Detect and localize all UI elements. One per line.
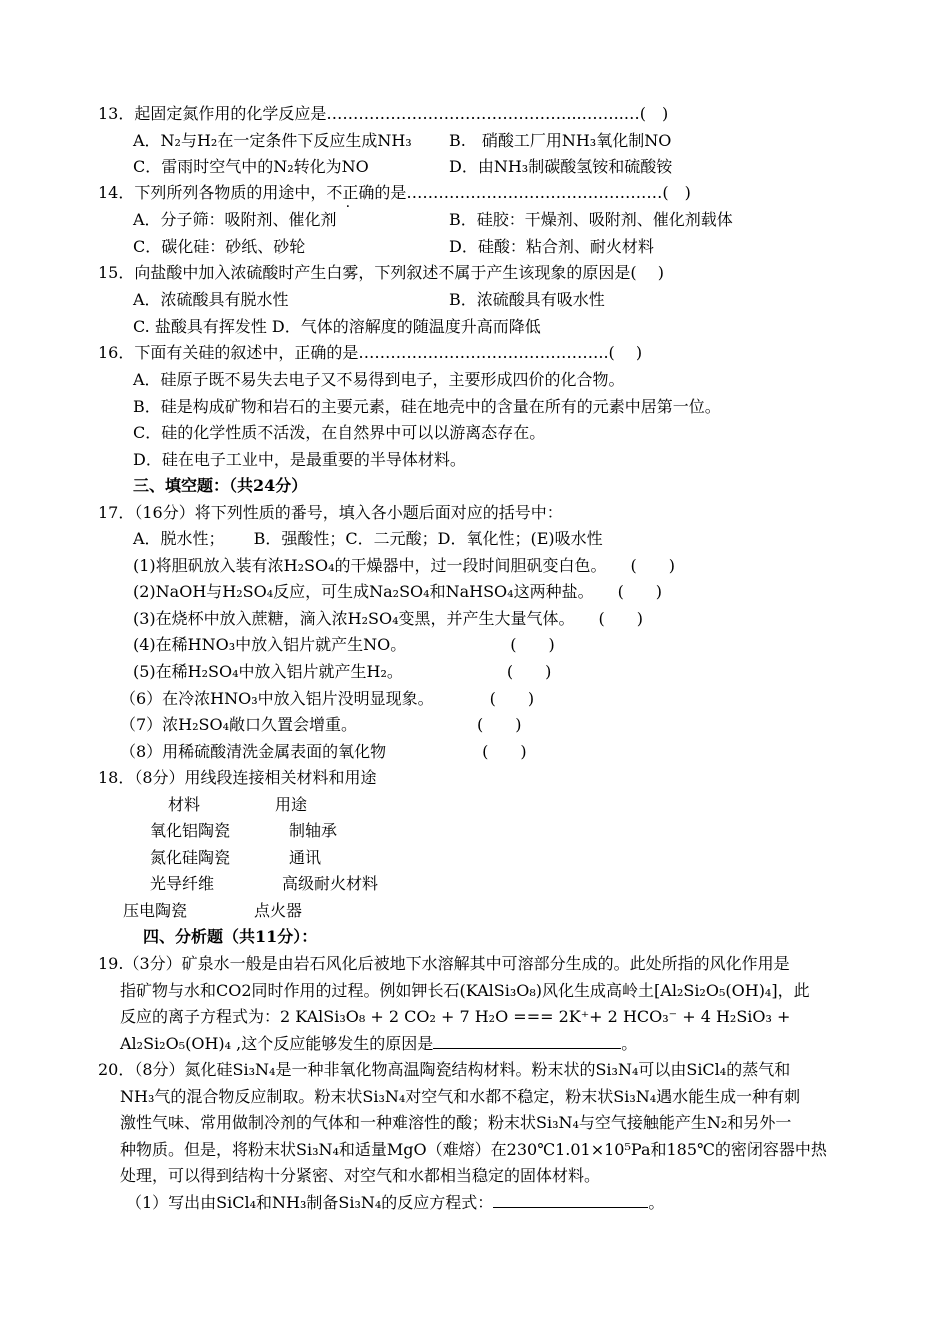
q18-material-3: 光导纤维 [150,874,215,893]
q14-stem-pre: 14．下列所列各物质的用途中， [98,183,327,202]
q19-line-2: 指矿物与水和CO2同时作用的过程。例如钾长石(KAlSi₃O₈)风化生成高岭土[Al₂Si₂O₅(OH)₄]，此 [120,981,810,1000]
q17-item-3: (3)在烧杯中放入蔗糖，滴入浓H₂SO₄变黑，并产生大量气体。 ( ) [133,609,644,628]
q19-line-4-text: Al₂Si₂O₅(OH)₄ ,这个反应能够发生的原因是 [120,1034,434,1053]
q17-item-1: (1)将胆矾放入装有浓H₂SO₄的干燥器中，过一段时间胆矾变白色。 ( ) [133,556,676,575]
q16-option-a: A．硅原子既不易失去电子又不易得到电子，主要形成四价的化合物。 [133,370,625,389]
q17-item-4: (4)在稀HNO₃中放入铝片就产生NO。 ( ) [133,635,555,654]
q15-stem: 15．向盐酸中加入浓硫酸时产生白雾，下列叙述不属于产生该现象的原因是( ) [98,263,664,282]
section-3-title: 三、填空题：（共24分） [133,476,308,495]
q14-option-a: A．分子筛：吸附剂、催化剂 [133,210,337,229]
q18-header-material: 材料 [168,795,201,814]
q16-stem: 16．下面有关硅的叙述中，正确的是………………………………………..( ) [98,343,643,362]
q15-option-cd: C. 盐酸具有挥发性 D．气体的溶解度的随温度升高而降低 [133,317,541,336]
q17-stem: 17．（16分）将下列性质的番号，填入各小题后面对应的括号中： [98,503,563,522]
section-4-title: 四、分析题（共11分）： [143,927,318,946]
q15-option-a: A．浓硫酸具有脱水性 [133,290,289,309]
q17-options: A．脱水性； B．强酸性；C．二元酸；D．氧化性；(E)吸水性 [133,529,603,548]
q18-stem: 18．（8分）用线段连接相关材料和用途 [98,768,377,787]
q13-stem: 13．起固定氮作用的化学反应是………………………………………...……..…( ) [98,104,669,123]
q18-use-4: 点火器 [254,901,303,920]
q20-sub-1-text: （1）写出由SiCl₄和NH₃制备Si₃N₄的反应方程式： [126,1193,494,1212]
q16-option-b: B．硅是构成矿物和岩石的主要元素，硅在地壳中的含量在所有的元素中居第一位。 [133,397,721,416]
q20-line-2: NH₃气的混合物反应制取。粉末状Si₃N₄对空气和水都不稳定，粉末状Si₃N₄遇水能生成一种有刺 [120,1087,801,1106]
q13-option-d: D．由NH₃制碳酸氢铵和硫酸铵 [449,157,673,176]
q16-option-d: D．硅在电子工业中，是最重要的半导体材料。 [133,450,466,469]
q20-line-1: 20．（8分）氮化硅Si₃N₄是一种非氧化物高温陶瓷结构材料。粉末状的Si₃N₄可以由SiCl₄的蒸气和 [98,1060,791,1079]
q14-stem-post: 的是…………………………………………( ) [374,183,691,202]
q20-line-3: 激性气味、常用做制冷剂的气体和一种难溶性的酸；粉末状Si₃N₄与空气接触能产生N₂和另外一 [120,1113,792,1132]
q15-option-b: B．浓硫酸具有吸水性 [449,290,605,309]
q19-line-4 [120,1034,637,1054]
q20-line-5: 处理，可以得到结构十分紧密、对空气和水都相当稳定的固体材料。 [120,1166,601,1185]
q17-item-2: (2)NaOH与H₂SO₄反应，可生成Na₂SO₄和NaHSO₄这两种盐。 ( ) [133,582,663,601]
q18-material-4: 压电陶瓷 [123,901,188,920]
q14-stem-emphasis: 不正确 [326,183,375,202]
q14-option-d: D．硅酸：粘合剂、耐火材料 [449,237,654,256]
q17-item-5: (5)在稀H₂SO₄中放入铝片就产生H₂。 ( ) [133,662,552,681]
q19-line-4-end: 。 [621,1034,638,1053]
q20-line-4: 种物质。但是，将粉末状Si₃N₄和适量MgO（难熔）在230℃1.01×10⁵Pa和185℃的密闭容器中热 [120,1140,827,1159]
q20-sub-1 [126,1193,664,1213]
q18-use-3: 高级耐火材料 [282,874,379,893]
q20-answer-blank[interactable] [493,1193,648,1208]
q14-option-c: C．碳化硅：砂纸、砂轮 [133,237,306,256]
q18-use-2: 通讯 [289,848,322,867]
q18-material-1: 氧化铝陶瓷 [150,821,231,840]
q13-option-a: A．N₂与H₂在一定条件下反应生成NH₃ [133,131,412,150]
q17-item-7: （7）浓H₂SO₄敞口久置会增重。 ( ) [120,715,522,734]
q17-item-8: （8）用稀硫酸清洗金属表面的氧化物 ( ) [120,742,527,761]
q19-answer-blank[interactable] [433,1034,621,1049]
q19-line-1: 19.（3分）矿泉水一般是由岩石风化后被地下水溶解其中可溶部分生成的。此处所指的风化作用是 [98,954,790,973]
q20-sub-1-end: 。 [648,1193,665,1212]
q14-option-b: B．硅胶：干燥剂、吸附剂、催化剂载体 [449,210,733,229]
q18-material-2: 氮化硅陶瓷 [150,848,231,867]
q13-option-c: C．雷雨时空气中的N₂转化为NO [133,157,369,176]
q19-line-3: 反应的离子方程式为：2 KAlSi₃O₈ + 2 CO₂ + 7 H₂O === 2K⁺+ 2 HCO₃⁻ + 4 H₂SiO₃ + [120,1007,791,1026]
q14-stem [98,183,691,203]
q17-item-6: （6）在冷浓HNO₃中放入铝片没明显现象。 ( ) [120,689,535,708]
q18-use-1: 制轴承 [289,821,338,840]
q13-option-b: B. 硝酸工厂用NH₃氧化制NO [449,131,672,150]
q16-option-c: C．硅的化学性质不活泼，在自然界中可以以游离态存在。 [133,423,546,442]
q18-header-use: 用途 [275,795,308,814]
